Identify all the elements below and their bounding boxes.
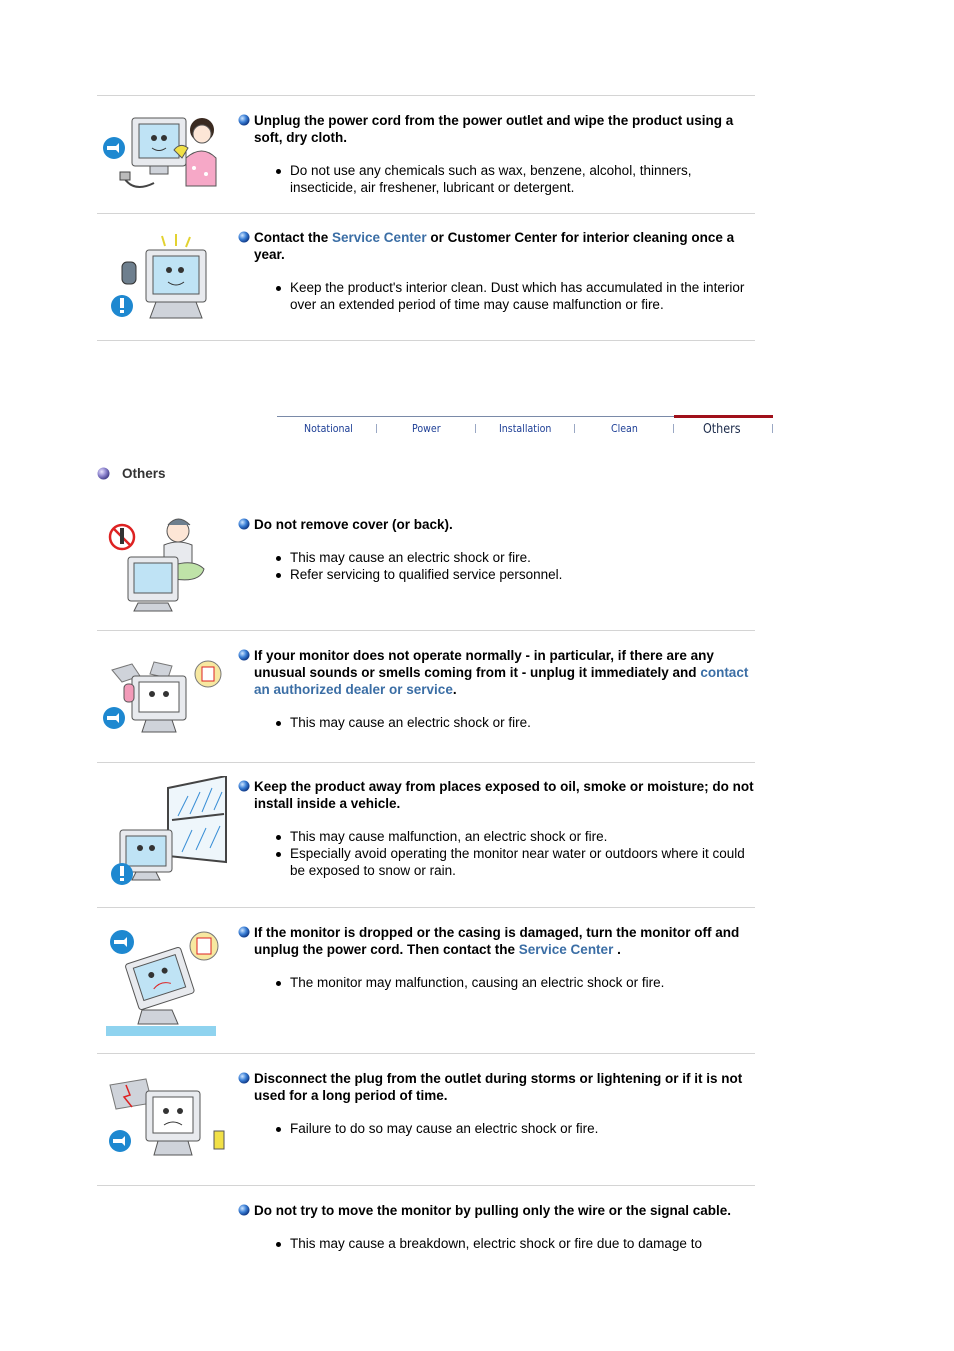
blue-sphere-bullet-icon — [238, 1072, 250, 1084]
section-title-text: Others — [122, 466, 166, 481]
entry-bullet-list — [238, 828, 758, 879]
entry-heading: If the monitor is dropped or the casing is damaged, turn the monitor off and unplug the power cord. Then contact the — [254, 925, 740, 957]
entry-heading: Contact the — [254, 230, 333, 245]
others-entry — [238, 924, 758, 991]
authorized-dealer-link[interactable]: contact an authorized dealer or service — [254, 665, 749, 697]
entry-heading-tail: . — [452, 682, 457, 697]
blue-sphere-bullet-icon — [238, 649, 250, 661]
tab-installation[interactable]: Installation — [499, 422, 552, 435]
tab-notational[interactable]: Notational — [304, 422, 353, 435]
entry-bullet-list — [238, 162, 758, 196]
list-item: Failure to do so may cause an electric shock or fire. — [290, 1120, 758, 1137]
tab-separator — [574, 424, 575, 433]
blue-sphere-bullet-icon — [238, 231, 250, 243]
entry-heading: Do not remove cover (or back). — [254, 517, 453, 532]
blue-sphere-bullet-icon — [238, 518, 250, 530]
entry-bullet-list — [238, 549, 758, 583]
divider — [97, 907, 755, 908]
safety-tab-bar — [277, 416, 773, 438]
list-item: This may cause an electric shock or fire. — [290, 714, 758, 731]
divider — [97, 95, 755, 96]
entry-bullet-list — [238, 714, 758, 731]
list-item: The monitor may malfunction, causing an electric shock or fire. — [290, 974, 758, 991]
entry-heading: Do not try to move the monitor by pulling only the wire or the signal cable. — [254, 1203, 732, 1218]
others-entry — [238, 1202, 758, 1252]
clean-entry — [238, 112, 758, 196]
divider — [97, 340, 755, 341]
entry-bullet-list — [238, 1120, 758, 1137]
list-item: Especially avoid operating the monitor near water or outdoors where it could be exposed to snow or rain. — [290, 845, 758, 879]
clean-entry — [238, 229, 758, 313]
entry-heading: Keep the product away from places exposed to oil, smoke or moisture; do not install inside a vehicle. — [254, 779, 754, 811]
abnormal-operation-illustration — [102, 654, 228, 742]
do-not-remove-cover-illustration — [102, 515, 228, 613]
divider — [97, 1053, 755, 1054]
entry-heading: Disconnect the plug from the outlet during storms or lightening or if it is not used for a long period of time. — [254, 1071, 743, 1103]
entry-heading-tail: . — [613, 942, 621, 957]
tab-separator — [475, 424, 476, 433]
blue-sphere-bullet-icon — [238, 1204, 250, 1216]
list-item: This may cause malfunction, an electric shock or fire. — [290, 828, 758, 845]
tab-clean[interactable]: Clean — [611, 422, 638, 435]
moisture-exposure-illustration — [102, 776, 228, 890]
interior-cleaning-illustration — [102, 232, 228, 324]
tab-separator — [772, 424, 773, 433]
blue-sphere-bullet-icon — [238, 926, 250, 938]
divider — [97, 762, 755, 763]
list-item: This may cause a breakdown, electric shock or fire due to damage to — [290, 1235, 758, 1252]
entry-bullet-list — [238, 279, 758, 313]
list-item: This may cause an electric shock or fire. — [290, 549, 758, 566]
cleaning-monitor-illustration — [102, 108, 228, 198]
entry-bullet-list — [238, 974, 758, 991]
dropped-monitor-illustration — [102, 924, 228, 1038]
tab-separator — [376, 424, 377, 433]
active-tab-indicator — [674, 415, 773, 418]
divider — [97, 1185, 755, 1186]
list-item: Do not use any chemicals such as wax, benzene, alcohol, thinners, insecticide, air freshener, lubricant or detergent. — [290, 162, 758, 196]
list-item: Refer servicing to qualified service personnel. — [290, 566, 758, 583]
service-center-link[interactable]: Service Center — [518, 942, 614, 957]
entry-bullet-list — [238, 1235, 758, 1252]
service-center-link[interactable]: Service Center — [332, 230, 427, 245]
storm-unplug-illustration — [102, 1075, 228, 1167]
others-entry — [238, 1070, 758, 1137]
section-title — [97, 466, 166, 481]
tab-bar-line — [277, 416, 674, 417]
others-entry — [238, 778, 758, 879]
blue-sphere-bullet-icon — [238, 780, 250, 792]
others-entry — [238, 647, 758, 731]
entry-heading-tail: or Customer Center for interior cleaning once a year. — [254, 230, 735, 262]
tab-power[interactable]: Power — [412, 422, 441, 435]
tab-others[interactable]: Others — [703, 422, 741, 437]
divider — [97, 630, 755, 631]
purple-sphere-bullet-icon — [97, 467, 110, 480]
divider — [97, 213, 755, 214]
tab-separator — [673, 424, 674, 433]
entry-heading: If your monitor does not operate normally - in particular, if there are any unusual sounds or smells coming from it - unplug it immediately and — [254, 648, 714, 680]
others-entry — [238, 516, 758, 583]
entry-heading: Unplug the power cord from the power outlet and wipe the product using a soft, dry cloth. — [254, 113, 734, 145]
list-item: Keep the product's interior clean. Dust which has accumulated in the interior over an extended period of time may cause malfunction or fire. — [290, 279, 758, 313]
blue-sphere-bullet-icon — [238, 114, 250, 126]
